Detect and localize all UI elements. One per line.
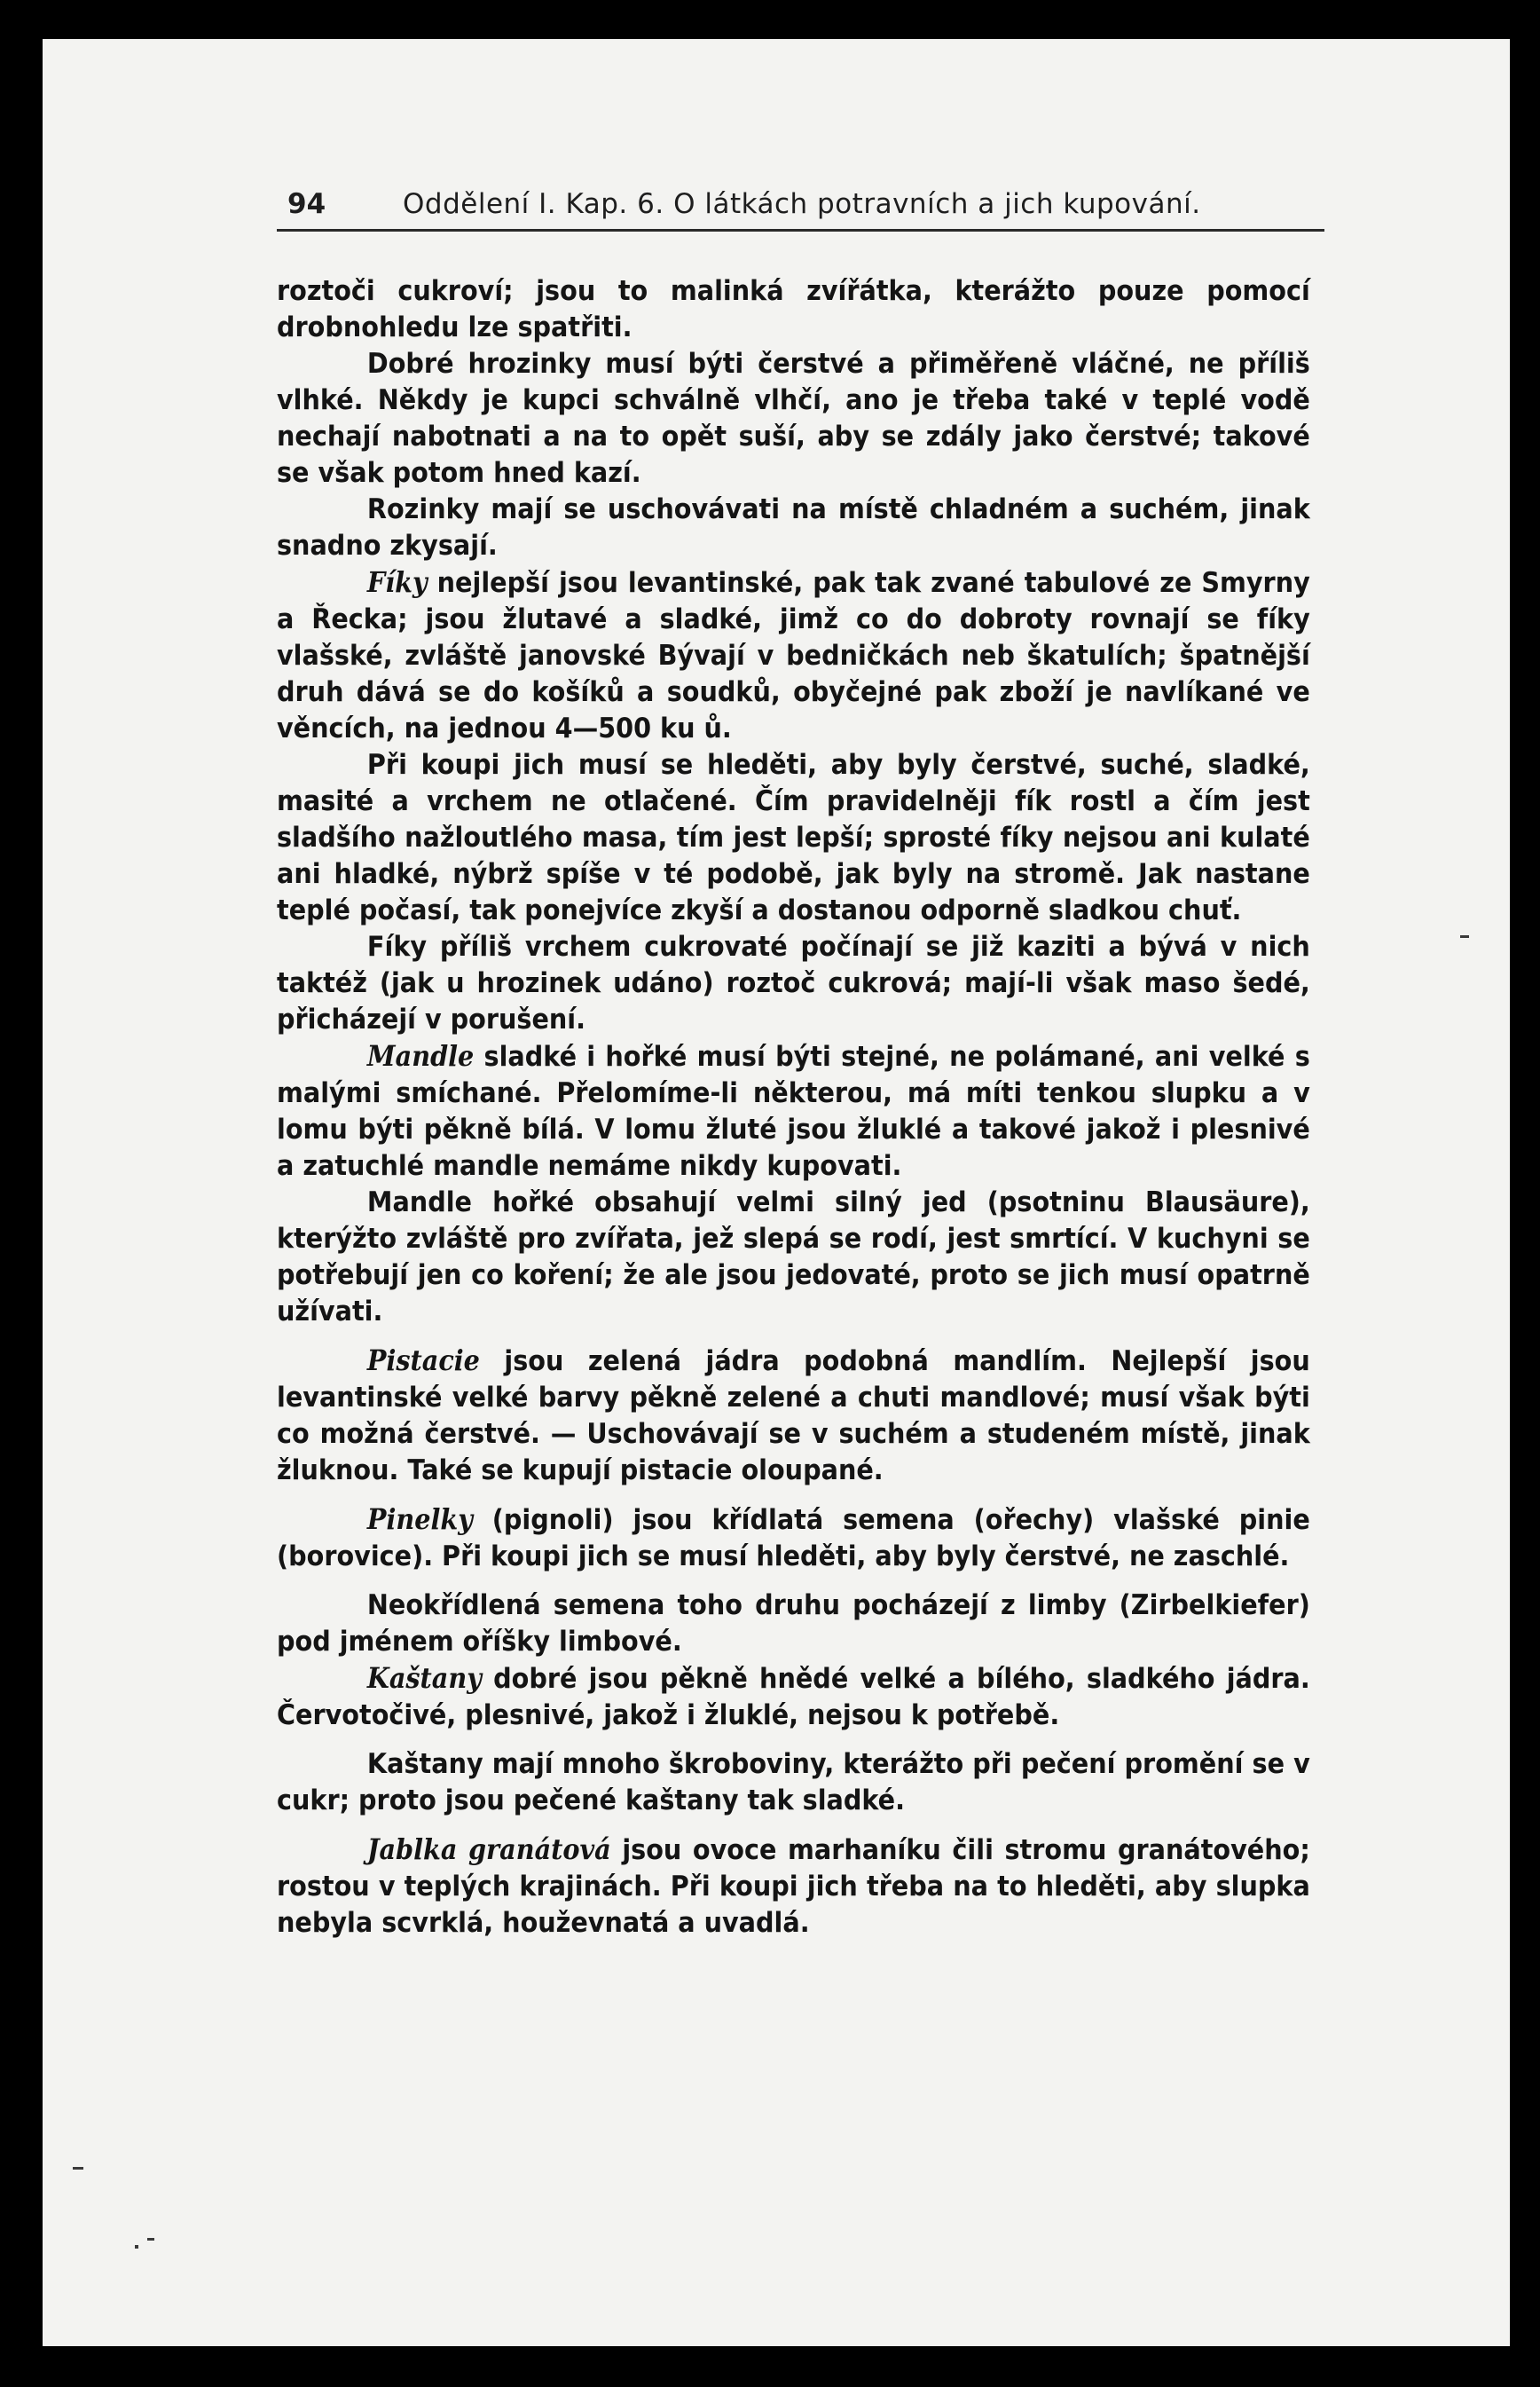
paragraph xyxy=(277,492,1310,564)
scan-speck xyxy=(147,2238,154,2241)
text-run: Fíky příliš vrchem cukrovaté počínají se již kaziti a bývá v nich taktéž (jak u hrozinek udáno) roztoč cukrová; mají-li však maso šedé, přicházejí v porušení. xyxy=(277,931,1310,1036)
paragraph xyxy=(277,1501,1310,1575)
paragraph xyxy=(277,1746,1310,1819)
paragraph xyxy=(277,1038,1310,1185)
paragraph xyxy=(277,1587,1310,1660)
italic-term: Mandle xyxy=(366,1040,475,1073)
paragraph xyxy=(277,273,1310,346)
scan-speck xyxy=(73,2167,83,2170)
italic-term: Pinelky xyxy=(366,1503,473,1536)
text-run: Mandle hořké obsahují velmi silný jed (psotninu Blausäure), kterýžto zvláště pro zvířata, jež slepá se rodí, jest smrtící. V kuchyni se potřebují jen co koření; že ale jsou jedovaté, proto se jich musí opatrně užívati. xyxy=(277,1186,1310,1327)
text-run: roztoči cukroví; jsou to malinká zvířátka, kterážto pouze pomocí drobnohledu lze spatřiti. xyxy=(277,275,1310,343)
scan-speck xyxy=(135,2245,138,2249)
text-run: Dobré hrozinky musí býti čerstvé a přiměřeně vláčné, ne příliš vlhké. Někdy je kupci schválně vlhčí, ano je třeba také v teplé vodě nechají nabotnati a na to opět suší, aby se zdály jako čerstvé; takové se však potom hned kazí. xyxy=(277,348,1310,489)
text-run: nejlepší jsou levantinské, pak tak zvané tabulové ze Smyrny a Řecka; jsou žlutavé a sladké, jimž co do dobroty rovnají se fíky vlašské, zvláště janovské Bývají v bedničkách neb škatulích; špatnější druh dává se do košíků a soudků, obyčejné pak zboží je navlíkané ve věncích, na jednou 4—500 ku ů. xyxy=(277,567,1310,744)
paragraph xyxy=(277,1832,1310,1942)
italic-term: Jablka granátová xyxy=(366,1833,611,1866)
running-title: Oddělení I. Kap. 6. O látkách potravních a jich kupování. xyxy=(403,188,1201,220)
text-run: jsou zelená jádra podobná mandlím. Nejlepší jsou levantinské velké barvy pěkně zelené a chuti mandlové; musí však býti co možná čerstvé. — Uschovávají se v suchém a studeném místě, jinak žluknou. Také se kupují pistacie oloupané. xyxy=(277,1345,1310,1486)
paragraph xyxy=(277,747,1310,929)
text-run: jsou ovoce marhaníku čili stromu granátového; rostou v teplých krajinách. Při koupi jich třeba na to hleděti, aby slupka nebyla scvrklá, houževnatá a uvadlá. xyxy=(277,1834,1310,1939)
paragraph xyxy=(277,929,1310,1038)
text-run: Neokřídlená semena toho druhu pocházejí z limby (Zirbelkiefer) pod jménem oříšky limbové. xyxy=(277,1589,1310,1658)
text-run: (pignoli) jsou křídlatá semena (ořechy) vlašské pinie (borovice). Při koupi jich se musí hleděti, aby byly čerstvé, ne zaschlé. xyxy=(277,1504,1310,1572)
page-number: 94 xyxy=(287,188,326,220)
running-header xyxy=(277,181,1324,232)
body-text xyxy=(277,273,1310,1942)
paragraph xyxy=(277,1660,1310,1734)
italic-term: Kaštany xyxy=(366,1662,482,1695)
text-run: sladké i hořké musí býti stejné, ne polámané, ani velké s malými smíchané. Přelomíme-li některou, má míti tenkou slupku a v lomu býti pěkně bílá. V lomu žluté jsou žluklé a takové jakož i plesnivé a zatuchlé mandle nemáme nikdy kupovati. xyxy=(277,1041,1310,1182)
paragraph xyxy=(277,564,1310,747)
scan-speck xyxy=(1460,935,1469,938)
text-run: Při koupi jich musí se hleděti, aby byly čerstvé, suché, sladké, masité a vrchem ne otlačené. Čím pravidelněji fík rostl a čím jest sladšího nažloutlého masa, tím jest lepší; sprosté fíky nejsou ani kulaté ani hladké, nýbrž spíše v té podobě, jak byly na stromě. Jak nastane teplé počasí, tak ponejvíce zkyší a dostanou odporně sladkou chuť. xyxy=(277,749,1310,926)
text-run: Kaštany mají mnoho škroboviny, kterážto při pečení promění se v cukr; proto jsou pečené kaštany tak sladké. xyxy=(277,1748,1310,1816)
text-run: Rozinky mají se uschovávati na místě chladném a suchém, jinak snadno zkysají. xyxy=(277,493,1310,562)
italic-term: Fíky xyxy=(366,566,428,599)
paragraph xyxy=(277,1185,1310,1330)
italic-term: Pistacie xyxy=(366,1344,480,1377)
paragraph xyxy=(277,1343,1310,1489)
text-run: dobré jsou pěkně hnědé velké a bílého, sladkého jádra. Červotočivé, plesnivé, jakož i žluklé, nejsou k potřebě. xyxy=(277,1663,1310,1731)
paragraph xyxy=(277,346,1310,492)
